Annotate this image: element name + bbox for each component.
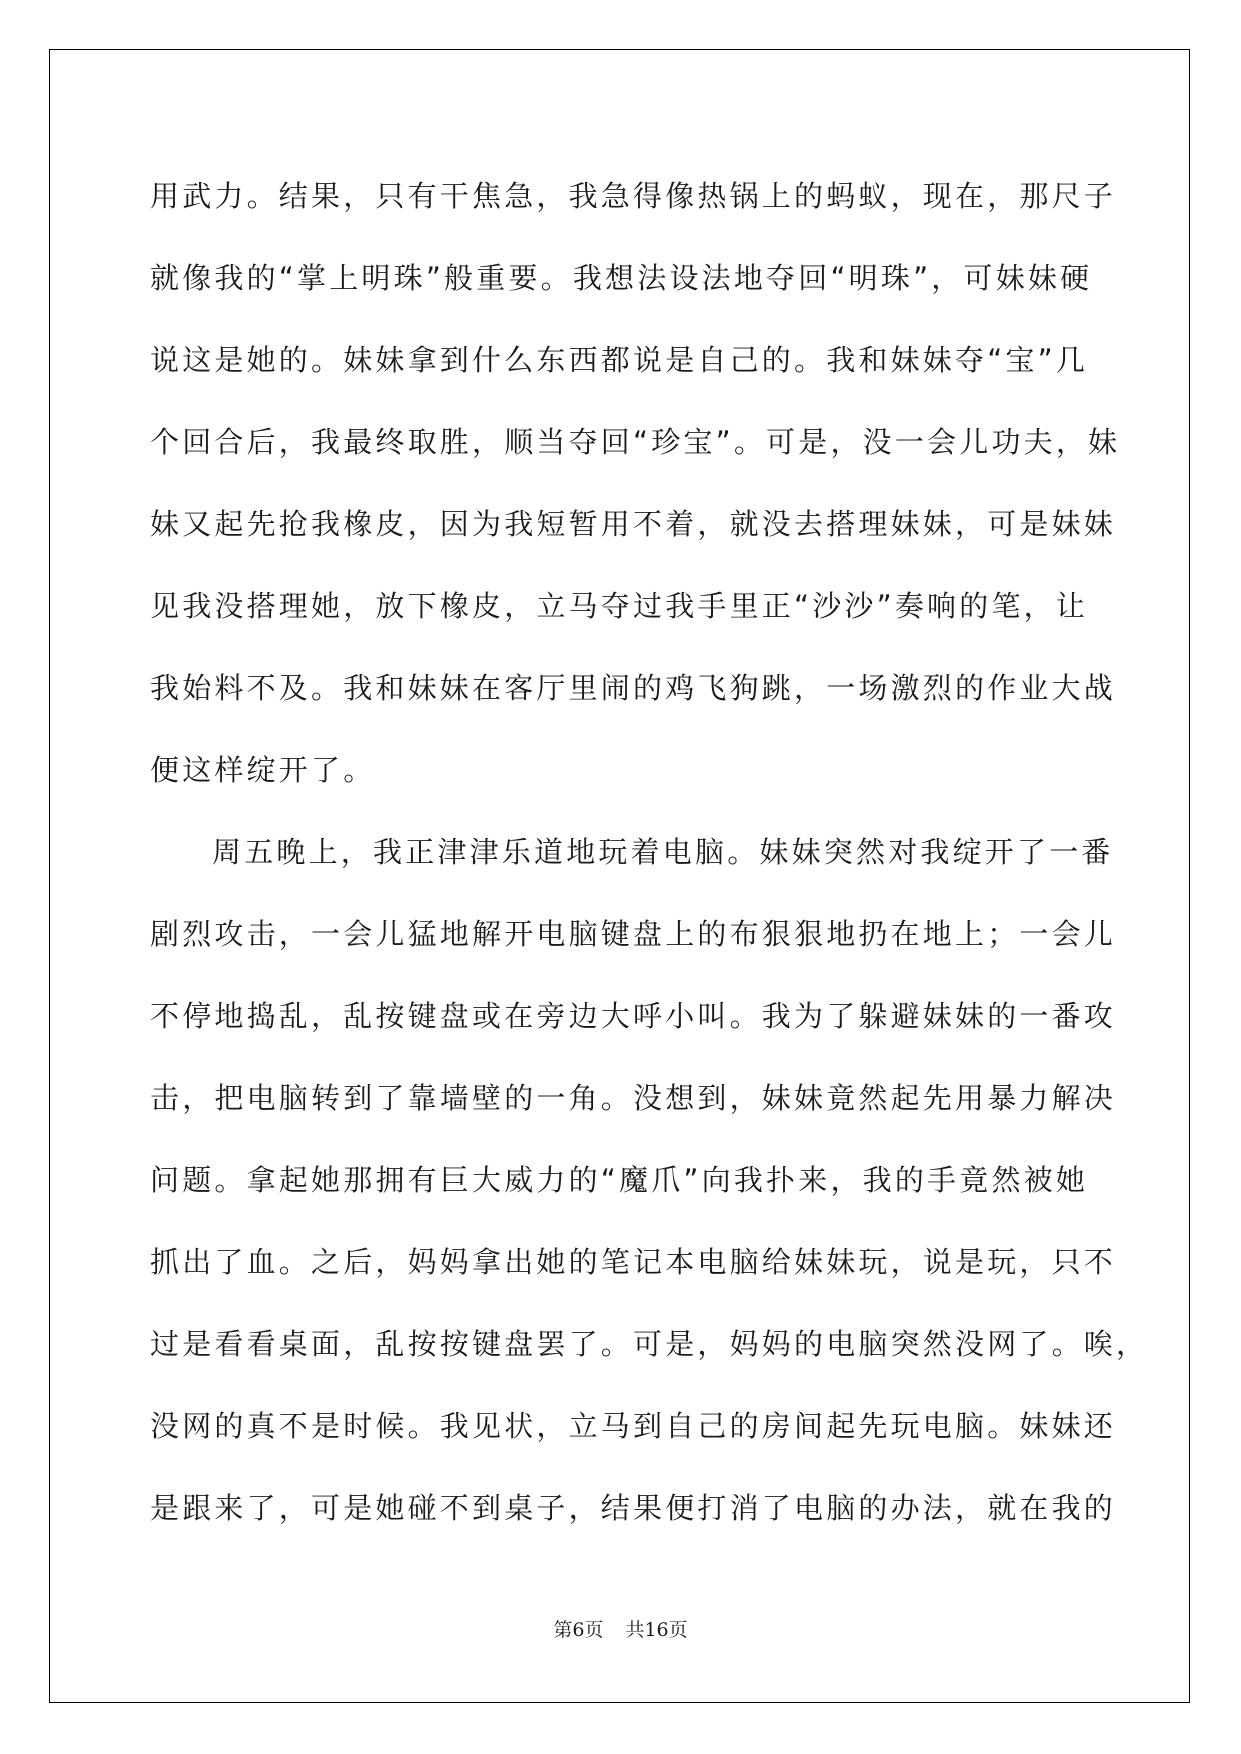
paragraph-line: 便这样绽开了。 [150, 753, 376, 787]
paragraph-line: 就像我的“掌上明珠”般重要。我想法设法地夺回“明珠”，可妹妹硬 [150, 261, 1093, 295]
paragraph-line: 剧烈攻击，一会儿猛地解开电脑键盘上的布狠狠地扔在地上；一会儿 [150, 917, 1117, 951]
paragraph-line: 妹又起先抢我橡皮，因为我短暂用不着，就没去搭理妹妹，可是妹妹 [150, 507, 1117, 541]
paragraph-line: 不停地捣乱，乱按键盘或在旁边大呼小叫。我为了躲避妹妹的一番攻 [150, 999, 1117, 1033]
paragraph-line: 问题。拿起她那拥有巨大威力的“魔爪”向我扑来，我的手竟然被她 [150, 1163, 1089, 1197]
total-pages: 共16页 [625, 1619, 688, 1641]
paragraph-line: 击，把电脑转到了靠墙壁的一角。没想到，妹妹竟然起先用暴力解决 [150, 1081, 1117, 1115]
page-footer [0, 1615, 1241, 1642]
paragraph-line: 个回合后，我最终取胜，顺当夺回“珍宝”。可是，没一会儿功夫，妹 [150, 425, 1121, 459]
document-body [150, 155, 1149, 1549]
paragraph-line: 过是看看桌面，乱按按键盘罢了。可是，妈妈的电脑突然没网了。唉， [150, 1327, 1149, 1361]
paragraph-line: 是跟来了，可是她碰不到桌子，结果便打消了电脑的办法，就在我的 [150, 1491, 1117, 1525]
paragraph-line: 见我没搭理她，放下橡皮，立马夺过我手里正“沙沙”奏响的笔，让 [150, 589, 1089, 623]
paragraph-line: 用武力。结果，只有干焦急，我急得像热锅上的蚂蚁，现在，那尺子 [150, 179, 1117, 213]
paragraph-line: 我始料不及。我和妹妹在客厅里闹的鸡飞狗跳，一场激烈的作业大战 [150, 671, 1117, 705]
paragraph-line: 抓出了血。之后，妈妈拿出她的笔记本电脑给妹妹玩，说是玩，只不 [150, 1245, 1117, 1279]
paragraph-first-line: 周五晚上，我正津津乐道地玩着电脑。妹妹突然对我绽开了一番 [212, 835, 1114, 869]
paragraph-line: 没网的真不是时候。我见状，立马到自己的房间起先玩电脑。妹妹还 [150, 1409, 1117, 1443]
page-number: 第6页 [553, 1619, 604, 1641]
paragraph-line: 说这是她的。妹妹拿到什么东西都说是自己的。我和妹妹夺“宝”几 [150, 343, 1089, 377]
